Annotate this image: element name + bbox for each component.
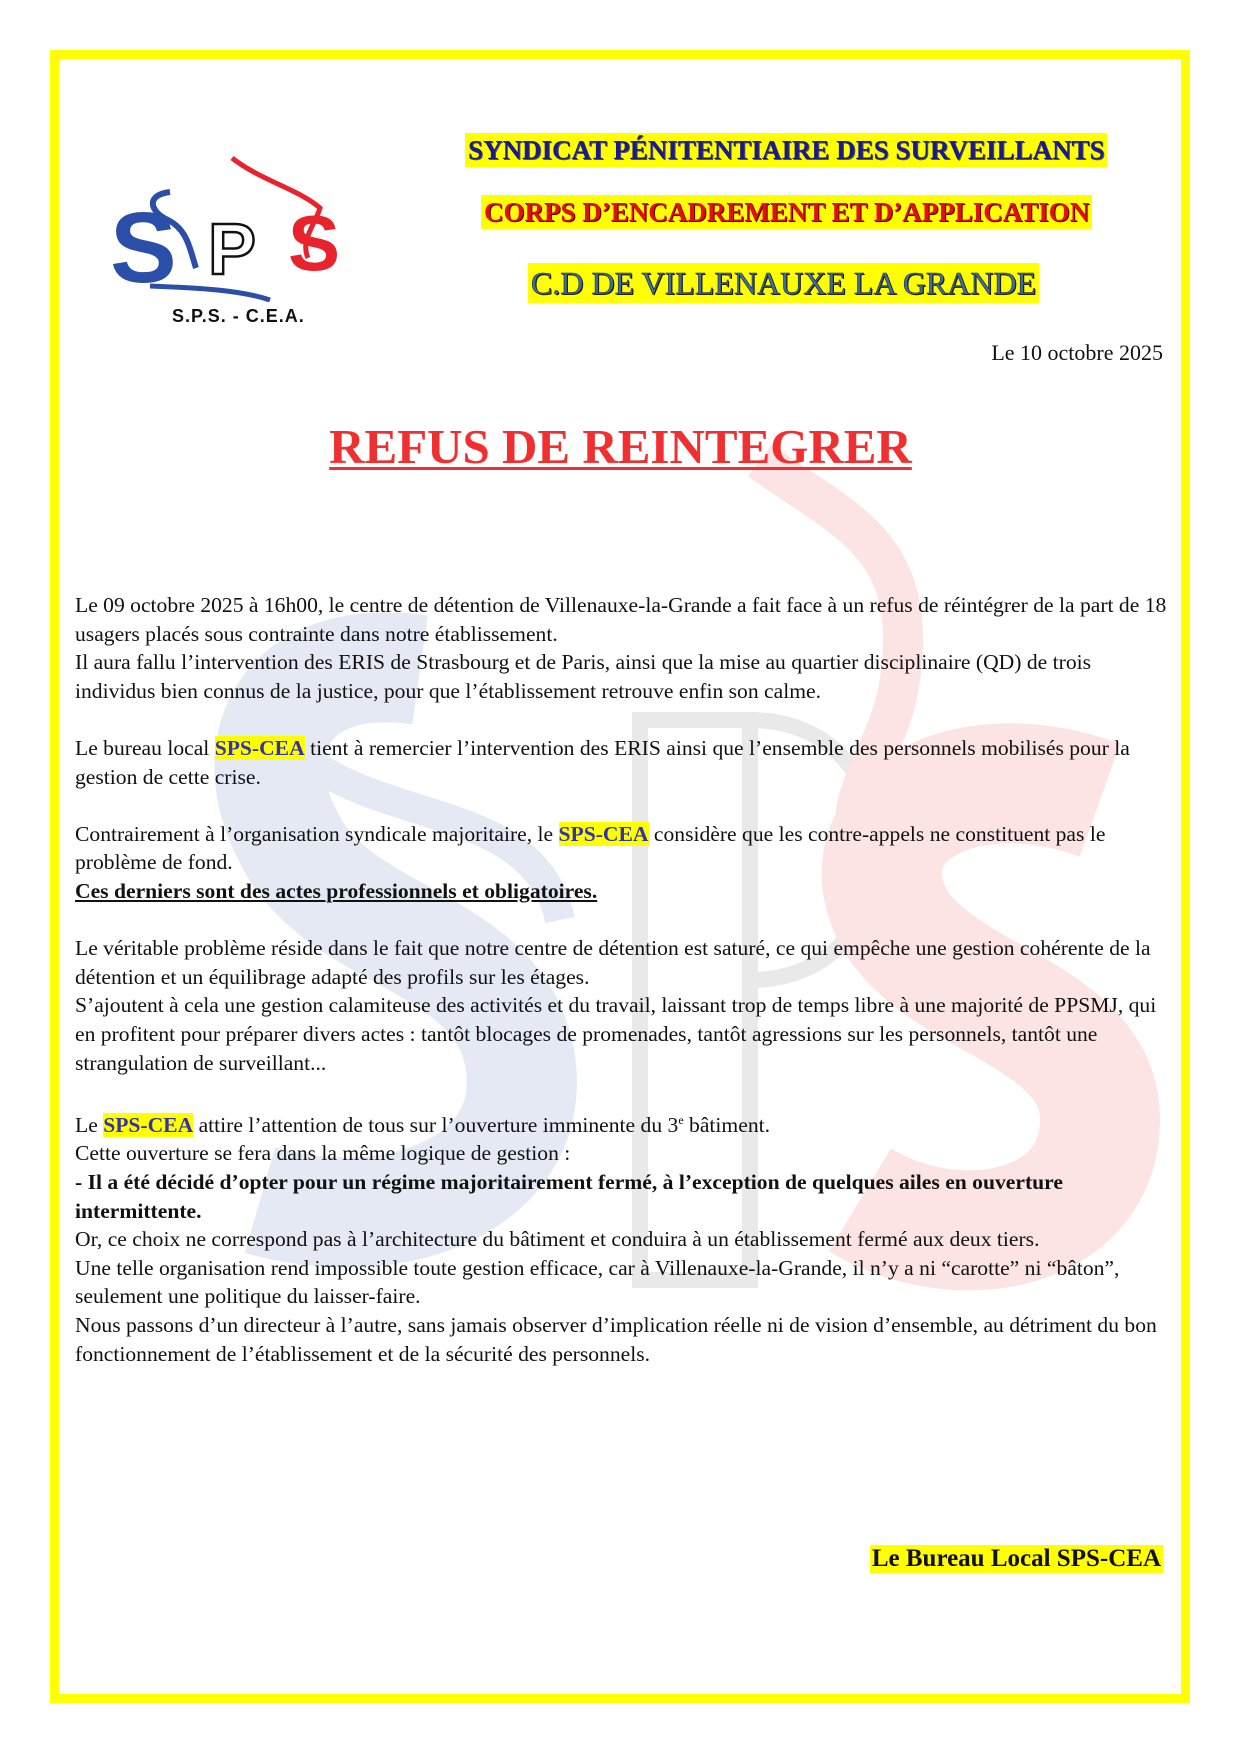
logo-letter-s-blue: S (110, 192, 177, 304)
p5-bold-decision: - Il a été décidé d’opter pour un régime majoritairement fermé, à l’exception de quelques ailes en ouverture intermittente. (75, 1170, 1063, 1223)
p5-before: Le (75, 1112, 104, 1137)
document-title: REFUS DE REINTEGRER (329, 419, 912, 474)
p5-after-a: attire l’attention de tous sur l’ouverture imminente du 3 (193, 1112, 679, 1137)
p5-after-b: bâtiment. (683, 1112, 771, 1137)
paragraph-2 (75, 734, 1175, 791)
p5-text-5: Une telle organisation rend impossible toute gestion efficace, car à Villenauxe-la-Grande, il n’y a ni “carotte” ni “bâton”, seulement une politique du laisser-faire. (75, 1255, 1120, 1309)
logo-letter-p: P (208, 210, 257, 290)
p4-text-2: S’ajoutent à cela une gestion calamiteuse des activités et du travail, laissant trop de temps libre à une majorité de PPSMJ, qui en profitent pour préparer divers actes : tantôt blocages de promenades, tantôt agressions sur les personnels, tantôt une strangulation de surveillant... (75, 993, 1157, 1075)
paragraph-5 (75, 1106, 1175, 1369)
p3-before: Contrairement à l’organisation syndicale majoritaire, le (75, 821, 559, 846)
header-corps: CORPS D’ENCADREMENT ET D’APPLICATION (481, 195, 1092, 229)
document-date: Le 10 octobre 2025 (991, 340, 1163, 365)
p3-emphasis: Ces derniers sont des actes professionnels et obligatoires. (75, 878, 598, 903)
p2-before: Le bureau local (75, 735, 215, 760)
p5-text-4: Or, ce choix ne correspond pas à l’architecture du bâtiment et conduira à un établissement fermé aux deux tiers. (75, 1227, 1040, 1252)
p5-text-6: Nous passons d’un directeur à l’autre, sans jamais observer d’implication réelle ni de vision d’ensemble, au détriment du bon fonctionnement de l’établissement et de la sécurité des personnels. (75, 1313, 1157, 1366)
org-highlight: SPS-CEA (214, 735, 305, 760)
p1-text-2: Il aura fallu l’intervention des ERIS de Strasbourg et de Paris, ainsi que la mise au quartier disciplinaire (QD) de trois individus bien connus de la justice, pour que l’établissement retrouve enfin son calme. (75, 650, 1092, 703)
signature: Le Bureau Local SPS-CEA (871, 1545, 1161, 1572)
paragraph-1 (75, 591, 1175, 705)
p1-text-1: Le 09 octobre 2025 à 16h00, le centre de détention de Villenauxe-la-Grande a fait face à un refus de réintégrer de la part de 18 usagers placés sous contrainte dans notre établissement. (75, 593, 1167, 646)
p4-text-1: Le véritable problème réside dans le fait que notre centre de détention est saturé, ce qui empêche une gestion cohérente de la détention et un équilibrage adapté des profils sur les étages. (75, 936, 1151, 989)
p5-text-2: Cette ouverture se fera dans la même logique de gestion : (75, 1141, 571, 1166)
org-highlight: SPS-CEA (103, 1112, 194, 1137)
sps-logo (110, 150, 390, 330)
header-establishment: C.D DE VILLENAUXE LA GRANDE (528, 263, 1039, 303)
org-highlight: SPS-CEA (558, 821, 649, 846)
p2-after: tient à remercier l’intervention des ERIS ainsi que l’ensemble des personnels mobilisés pour la gestion de cette crise. (75, 735, 1130, 789)
paragraph-3 (75, 820, 1175, 906)
p3-after: considère que les contre-appels ne constituent pas le problème de fond. (75, 821, 1106, 875)
document-body (75, 591, 1175, 1397)
paragraph-4 (75, 934, 1175, 1077)
logo-letter-s-red: S (288, 199, 341, 287)
header-union-name: SYNDICAT PÉNITENTIAIRE DES SURVEILLANTS (465, 133, 1107, 167)
p5-superscript: e (678, 1112, 684, 1127)
logo-caption: S.P.S. - C.E.A. (172, 306, 305, 326)
